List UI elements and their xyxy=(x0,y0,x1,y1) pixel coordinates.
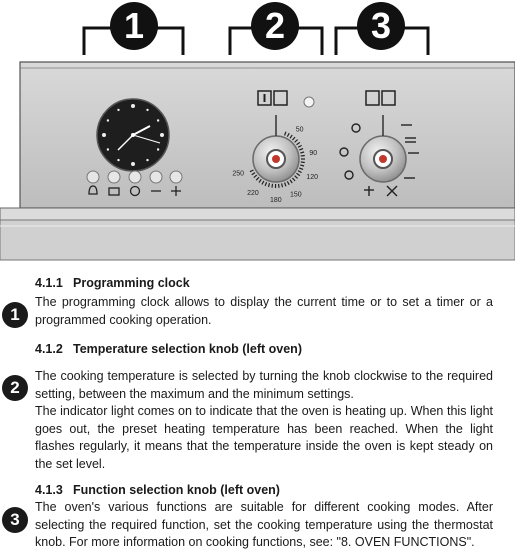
thermostat-scale-label: 180 xyxy=(270,197,282,204)
clock-button-bell[interactable] xyxy=(87,171,99,183)
clock-hour-marker xyxy=(107,119,109,121)
section-heading-4-1-1: 4.1.1 Programming clock xyxy=(35,276,190,290)
heating-indicator-light xyxy=(304,97,314,107)
clock-hour-marker xyxy=(131,104,135,108)
programming-clock xyxy=(97,99,169,171)
clock-hour-marker xyxy=(117,159,119,161)
section-body-4-1-3: The oven's various functions are suitable for different cooking modes. After selecting the required function, set the cooking temperature using the thermostat knob. For more information on cooking functions, see: "8. OVEN FUNCTIONS". xyxy=(35,499,493,552)
thermostat-scale-label: 250 xyxy=(232,171,244,178)
section-heading-4-1-2: 4.1.2 Temperature selection knob (left oven) xyxy=(35,342,302,356)
section-heading-4-1-3: 4.1.3 Function selection knob (left oven) xyxy=(35,483,280,497)
section-badge-2: 2 xyxy=(2,375,28,401)
clock-hour-marker xyxy=(117,109,119,111)
clock-button-clock[interactable] xyxy=(129,171,141,183)
callout-number-1: 1 xyxy=(110,4,158,48)
thermostat-scale-label: 150 xyxy=(290,192,302,199)
clock-hour-marker xyxy=(131,162,135,166)
thermostat-scale-label: 90 xyxy=(309,150,317,157)
thermostat-scale-label: 220 xyxy=(247,190,259,197)
panel-trim xyxy=(0,208,515,220)
section-badge-3: 3 xyxy=(2,507,28,533)
clock-button-plus[interactable] xyxy=(170,171,182,183)
clock-hour-marker xyxy=(102,133,106,137)
callout-number-2: 2 xyxy=(251,4,299,48)
clock-hour-marker xyxy=(157,148,159,150)
clock-hour-marker xyxy=(146,109,148,111)
thermostat-scale-label: 120 xyxy=(306,174,318,181)
thermostat-scale-label: 50 xyxy=(296,126,304,133)
section-body-4-1-2: The cooking temperature is selected by turning the knob clockwise to the required setting, between the maximum and the minimum settings. The indicator light comes on to indicate that the oven is heating up. When this light goes out, the preset heating temperature has been reached. When the light flashes regularly, it means that the temperature inside the oven is kept steady on the set level. xyxy=(35,368,493,473)
clock-hour-marker xyxy=(107,148,109,150)
clock-hour-marker xyxy=(157,119,159,121)
clock-hour-marker xyxy=(160,133,164,137)
clock-button-minus[interactable] xyxy=(150,171,162,183)
clock-button-oven[interactable] xyxy=(108,171,120,183)
clock-hour-marker xyxy=(146,159,148,161)
section-badge-1: 1 xyxy=(2,302,28,328)
section-body-4-1-1: The programming clock allows to display the current time or to set a timer or a programmed cooking operation. xyxy=(35,294,493,329)
callout-number-3: 3 xyxy=(357,4,405,48)
